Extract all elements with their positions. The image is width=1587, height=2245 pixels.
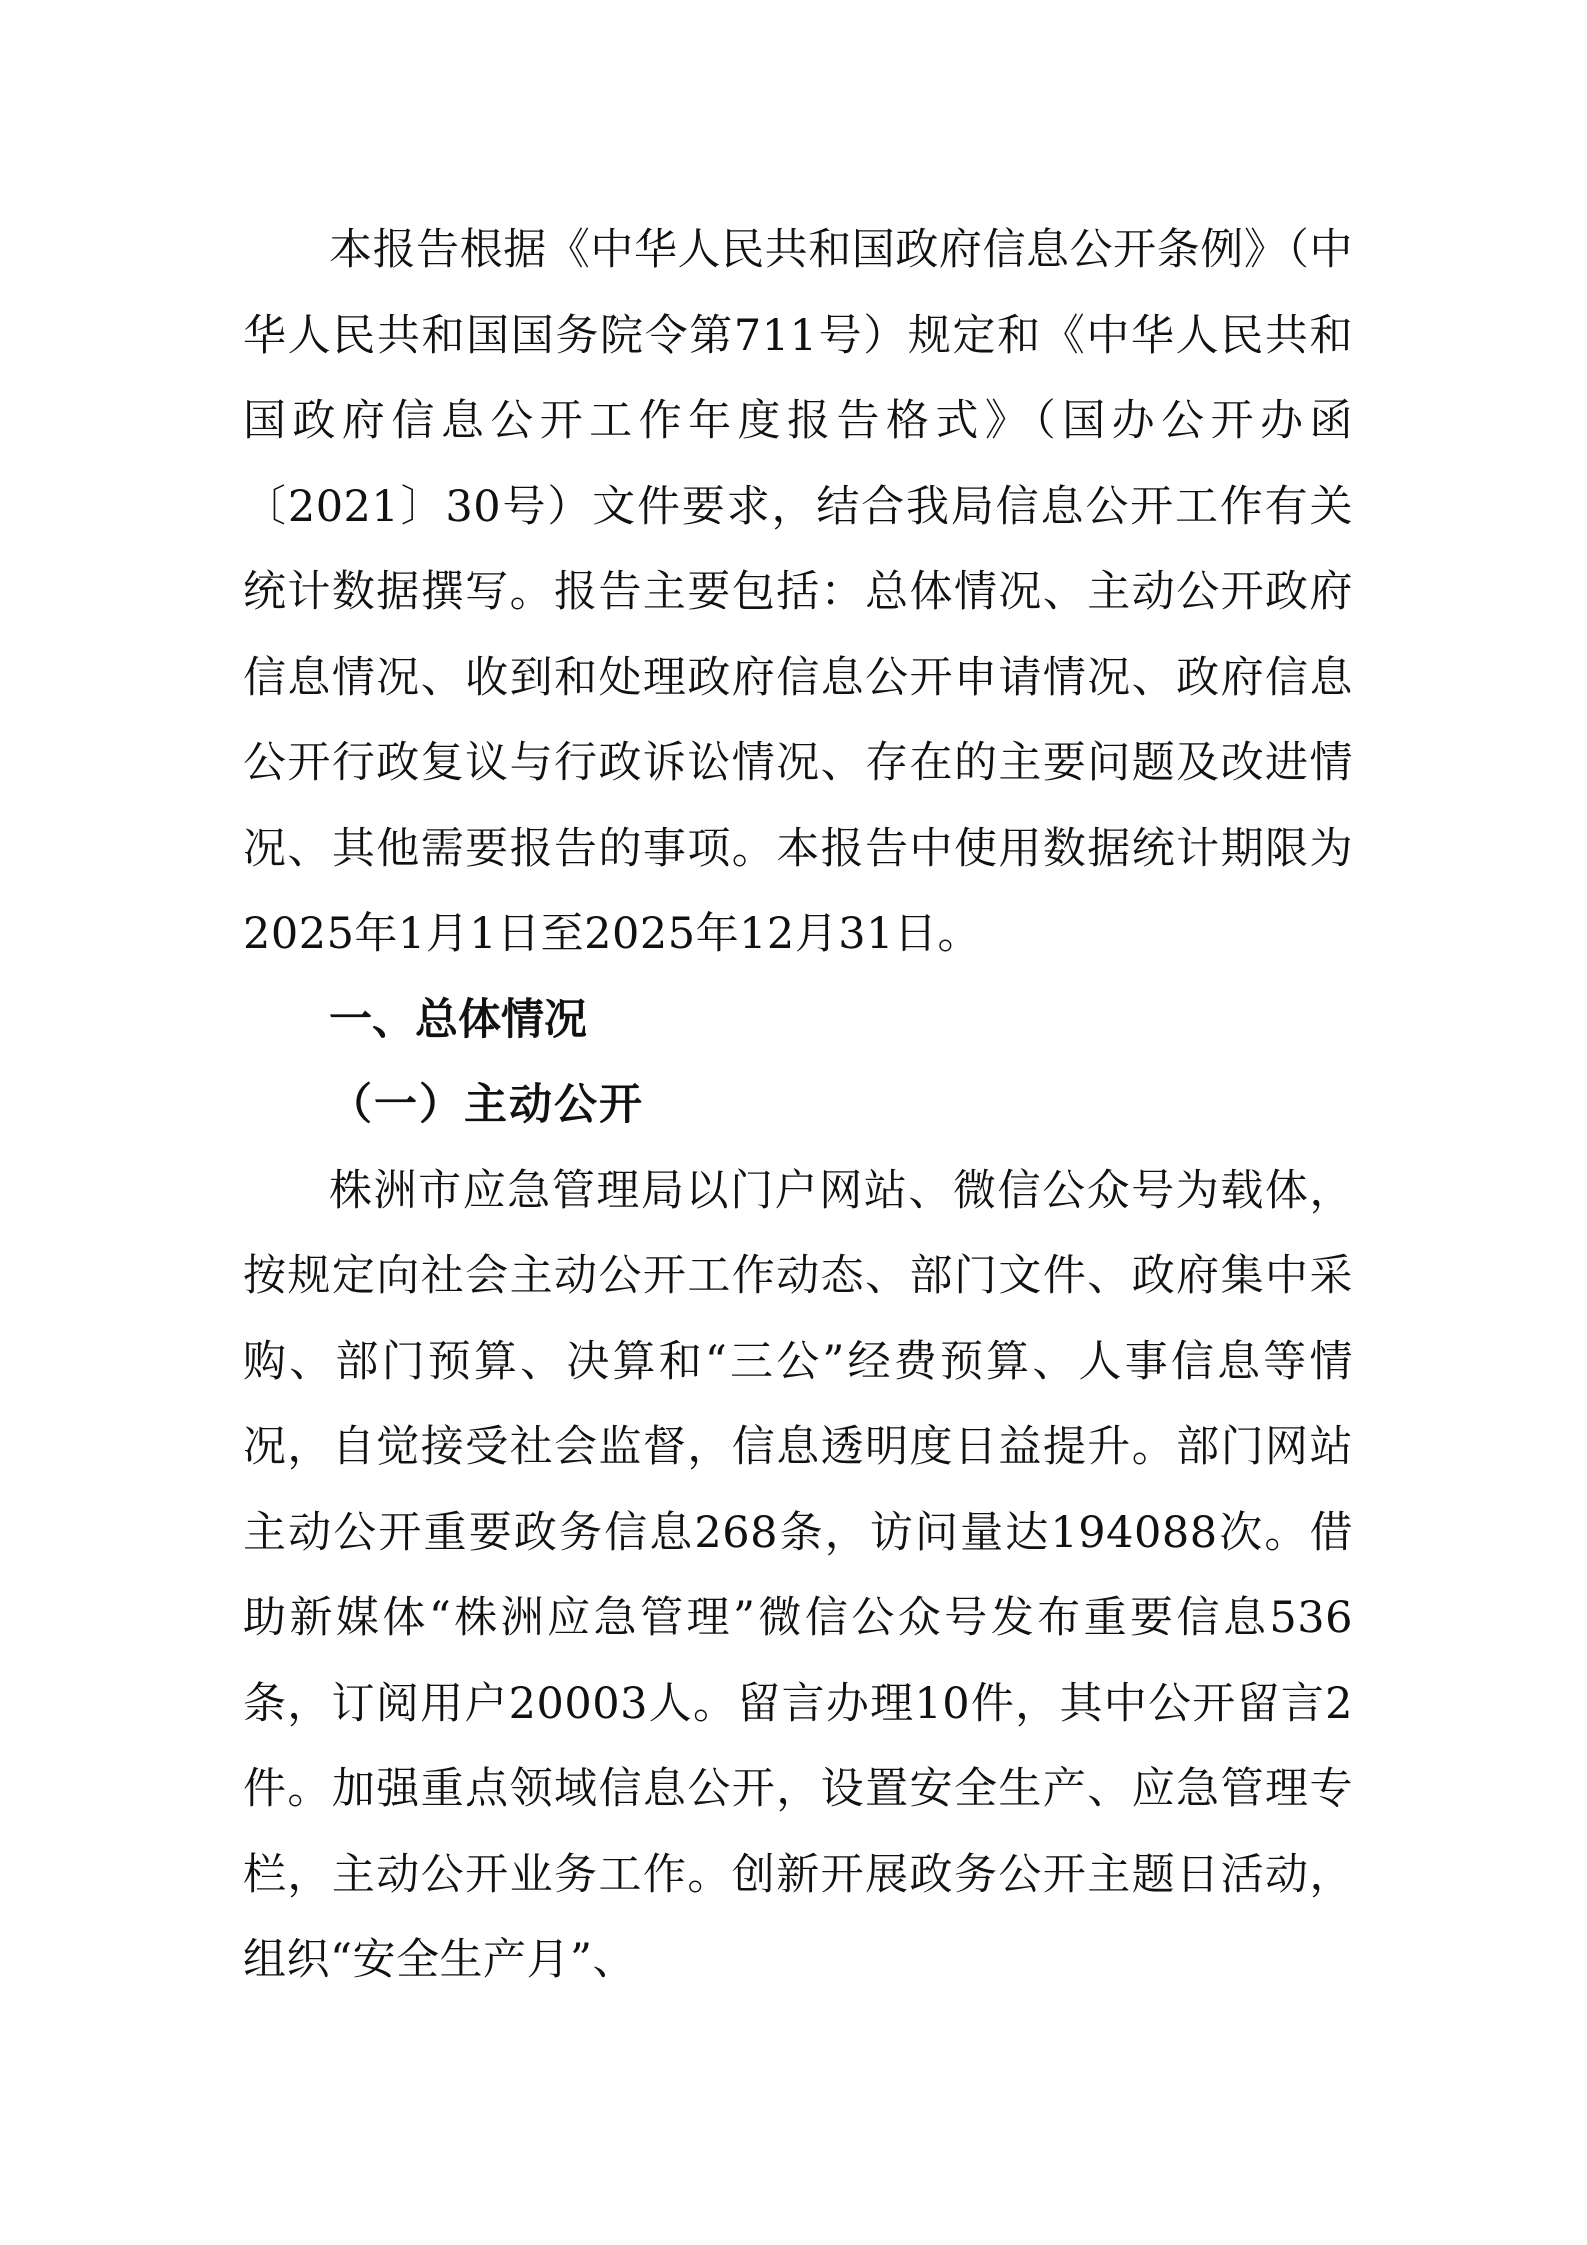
section-heading-overall: 一、总体情况 xyxy=(329,994,587,1045)
document-body xyxy=(243,208,1353,2004)
active-disclosure-paragraph: 株洲市应急管理局以门户网站、微信公众号为载体，按规定向社会主动公开工作动态、部门文件、政府集中采购、部门预算、决算和“三公”经费预算、人事信息等情况，自觉接受社会监督，信息透明度日益提升。部门网站主动公开重要政务信息268条，访问量达194088次。借助新媒体“株洲应急管理”微信公众号发布重要信息536条，订阅用户20003人。留言办理10件，其中公开留言2件。加强重点领域信息公开，设置安全生产、应急管理专栏，主动公开业务工作。创新开展政务公开主题日活动，组织“安全生产月”、 xyxy=(243,1165,1353,1985)
intro-paragraph: 本报告根据《中华人民共和国政府信息公开条例》（中华人民共和国国务院令第711号）规定和《中华人民共和国政府信息公开工作年度报告格式》（国办公开办函〔2021〕30号）文件要求，结合我局信息公开工作有关统计数据撰写。报告主要包括：总体情况、主动公开政府信息情况、收到和处理政府信息公开申请情况、政府信息公开行政复议与行政诉讼情况、存在的主要问题及改进情况、其他需要报告的事项。本报告中使用数据统计期限为2025年1月1日至2025年12月31日。 xyxy=(243,225,1353,959)
subsection-heading-active-disclosure: （一）主动公开 xyxy=(329,1080,644,1130)
